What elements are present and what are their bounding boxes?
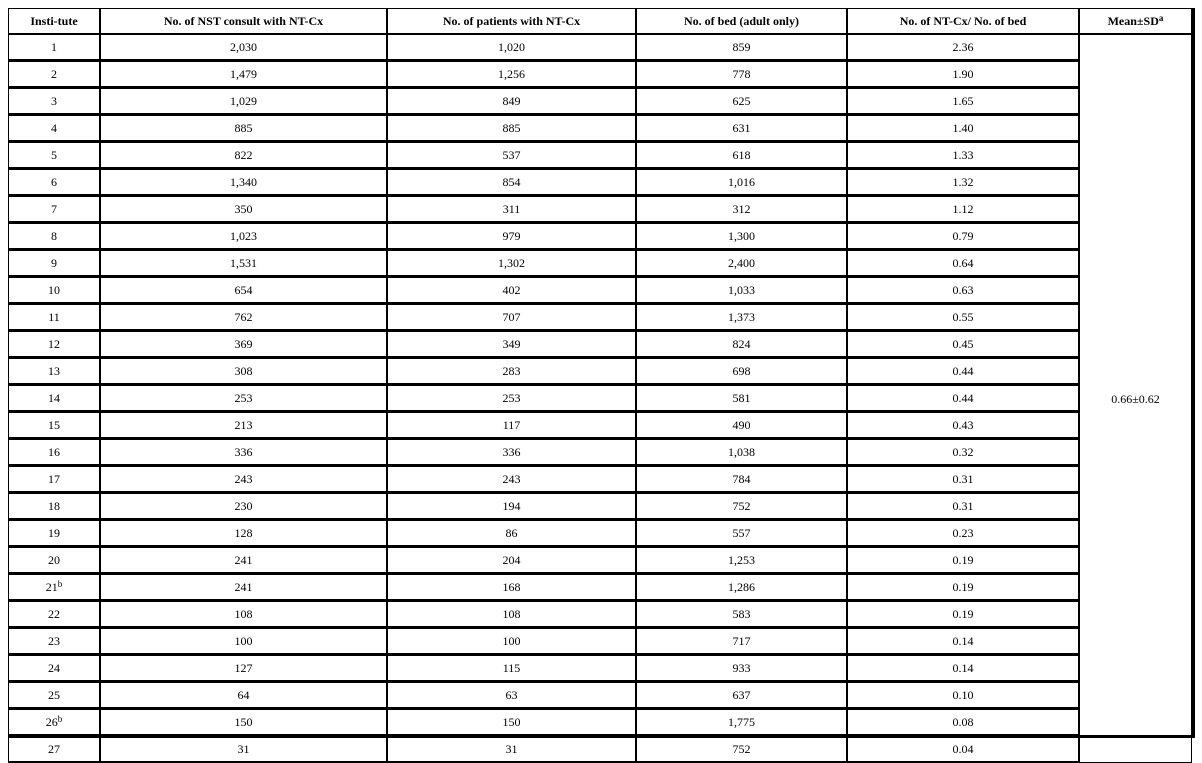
cell-mean-sd: 0.66±0.62	[1079, 34, 1192, 763]
institute-number: 1	[51, 40, 57, 54]
cell-beds: 557	[636, 520, 847, 547]
cell-institute	[8, 466, 100, 493]
table-row	[8, 223, 1192, 250]
cell-patients: 31	[387, 736, 636, 763]
table-row	[8, 736, 1192, 763]
institute-number: 21	[45, 580, 58, 594]
cell-nst-consult: 308	[100, 358, 387, 385]
institute-number: 25	[48, 688, 60, 702]
cell-patients: 86	[387, 520, 636, 547]
cell-beds: 625	[636, 88, 847, 115]
table-row	[8, 196, 1192, 223]
cell-ratio: 1.33	[847, 142, 1079, 169]
cell-beds: 583	[636, 601, 847, 628]
cell-ratio: 1.32	[847, 169, 1079, 196]
institute-number: 8	[51, 229, 57, 243]
cell-patients: 1,256	[387, 61, 636, 88]
institute-number: 22	[48, 607, 60, 621]
header-mean-sd-label: Mean±SD	[1107, 14, 1159, 28]
institute-number: 9	[51, 256, 57, 270]
table-row	[8, 169, 1192, 196]
cell-ratio: 2.36	[847, 34, 1079, 61]
header-mean-sd-footnote: a	[1158, 13, 1164, 23]
cell-patients: 537	[387, 142, 636, 169]
institute-number: 23	[48, 634, 60, 648]
cell-beds: 631	[636, 115, 847, 142]
header-mean-sd	[1079, 8, 1192, 34]
table-body	[8, 34, 1192, 763]
institute-number: 16	[48, 445, 60, 459]
table-row	[8, 304, 1192, 331]
cell-beds: 490	[636, 412, 847, 439]
cell-ratio: 0.43	[847, 412, 1079, 439]
institute-number: 17	[48, 472, 60, 486]
cell-beds: 933	[636, 655, 847, 682]
cell-institute	[8, 601, 100, 628]
cell-ratio: 0.04	[847, 736, 1079, 763]
cell-patients: 336	[387, 439, 636, 466]
cell-ratio: 1.90	[847, 61, 1079, 88]
cell-nst-consult: 762	[100, 304, 387, 331]
table-row	[8, 547, 1192, 574]
cell-beds: 1,033	[636, 277, 847, 304]
cell-institute	[8, 493, 100, 520]
cell-patients: 117	[387, 412, 636, 439]
cell-patients: 854	[387, 169, 636, 196]
cell-patients: 115	[387, 655, 636, 682]
cell-patients: 204	[387, 547, 636, 574]
institute-number: 6	[51, 175, 57, 189]
cell-ratio: 0.31	[847, 493, 1079, 520]
cell-nst-consult: 885	[100, 115, 387, 142]
cell-institute	[8, 34, 100, 61]
cell-nst-consult: 150	[100, 709, 387, 736]
cell-beds: 618	[636, 142, 847, 169]
cell-institute	[8, 61, 100, 88]
table-row	[8, 574, 1192, 601]
cell-institute	[8, 574, 100, 601]
cell-patients: 243	[387, 466, 636, 493]
cell-nst-consult: 2,030	[100, 34, 387, 61]
cell-institute	[8, 331, 100, 358]
cell-ratio: 0.19	[847, 547, 1079, 574]
cell-nst-consult: 1,531	[100, 250, 387, 277]
table-row	[8, 601, 1192, 628]
cell-institute	[8, 385, 100, 412]
table-row	[8, 628, 1192, 655]
cell-ratio: 0.63	[847, 277, 1079, 304]
cell-patients: 283	[387, 358, 636, 385]
cell-patients: 849	[387, 88, 636, 115]
institute-number: 20	[48, 553, 60, 567]
cell-beds: 2,400	[636, 250, 847, 277]
cell-beds: 1,038	[636, 439, 847, 466]
institute-number: 14	[48, 391, 60, 405]
table-row	[8, 277, 1192, 304]
cell-beds: 859	[636, 34, 847, 61]
table-frame	[8, 8, 1195, 756]
cell-patients: 349	[387, 331, 636, 358]
cell-institute	[8, 304, 100, 331]
table-row	[8, 331, 1192, 358]
cell-patients: 168	[387, 574, 636, 601]
cell-nst-consult: 100	[100, 628, 387, 655]
table-row	[8, 493, 1192, 520]
cell-nst-consult: 241	[100, 547, 387, 574]
table-row	[8, 34, 1192, 61]
cell-beds: 581	[636, 385, 847, 412]
cell-nst-consult: 213	[100, 412, 387, 439]
cell-nst-consult: 253	[100, 385, 387, 412]
cell-institute	[8, 223, 100, 250]
cell-ratio: 1.40	[847, 115, 1079, 142]
table-row	[8, 520, 1192, 547]
cell-nst-consult: 1,029	[100, 88, 387, 115]
cell-institute	[8, 655, 100, 682]
nt-cx-table	[8, 8, 1192, 763]
cell-patients: 1,020	[387, 34, 636, 61]
cell-ratio: 0.44	[847, 385, 1079, 412]
table-row	[8, 709, 1192, 736]
cell-patients: 707	[387, 304, 636, 331]
cell-institute	[8, 439, 100, 466]
header-nst-consult: No. of NST consult with NT-Cx	[100, 8, 387, 34]
header-ratio: No. of NT-Cx/ No. of bed	[847, 8, 1079, 34]
cell-nst-consult: 31	[100, 736, 387, 763]
cell-institute	[8, 115, 100, 142]
table-row	[8, 250, 1192, 277]
cell-nst-consult: 654	[100, 277, 387, 304]
cell-nst-consult: 230	[100, 493, 387, 520]
institute-number: 10	[48, 283, 60, 297]
cell-beds: 1,373	[636, 304, 847, 331]
cell-nst-consult: 64	[100, 682, 387, 709]
cell-ratio: 0.19	[847, 601, 1079, 628]
table-row	[8, 142, 1192, 169]
cell-ratio: 0.44	[847, 358, 1079, 385]
table-row	[8, 655, 1192, 682]
cell-ratio: 0.55	[847, 304, 1079, 331]
table-row	[8, 358, 1192, 385]
cell-ratio: 0.23	[847, 520, 1079, 547]
cell-institute	[8, 277, 100, 304]
cell-beds: 752	[636, 493, 847, 520]
cell-ratio: 0.14	[847, 628, 1079, 655]
cell-ratio: 0.19	[847, 574, 1079, 601]
table-row	[8, 412, 1192, 439]
cell-institute	[8, 196, 100, 223]
institute-number: 5	[51, 148, 57, 162]
cell-nst-consult: 241	[100, 574, 387, 601]
cell-beds: 824	[636, 331, 847, 358]
cell-nst-consult: 1,023	[100, 223, 387, 250]
cell-ratio: 0.64	[847, 250, 1079, 277]
cell-patients: 979	[387, 223, 636, 250]
cell-beds: 698	[636, 358, 847, 385]
cell-nst-consult: 128	[100, 520, 387, 547]
cell-patients: 1,302	[387, 250, 636, 277]
institute-number: 19	[48, 526, 60, 540]
cell-nst-consult: 1,479	[100, 61, 387, 88]
institute-number: 11	[48, 310, 60, 324]
cell-institute	[8, 682, 100, 709]
table-row	[8, 61, 1192, 88]
table-row	[8, 88, 1192, 115]
cell-beds: 778	[636, 61, 847, 88]
institute-number: 2	[51, 67, 57, 81]
cell-ratio: 0.14	[847, 655, 1079, 682]
cell-institute	[8, 736, 100, 763]
cell-ratio: 0.32	[847, 439, 1079, 466]
cell-patients: 253	[387, 385, 636, 412]
institute-number: 13	[48, 364, 60, 378]
cell-nst-consult: 350	[100, 196, 387, 223]
institute-number: 7	[51, 202, 57, 216]
cell-institute	[8, 88, 100, 115]
cell-patients: 150	[387, 709, 636, 736]
table-row	[8, 682, 1192, 709]
cell-nst-consult: 243	[100, 466, 387, 493]
cell-ratio: 0.31	[847, 466, 1079, 493]
cell-patients: 885	[387, 115, 636, 142]
institute-number: 26	[45, 715, 58, 729]
cell-patients: 100	[387, 628, 636, 655]
cell-patients: 63	[387, 682, 636, 709]
table-row	[8, 439, 1192, 466]
cell-institute	[8, 412, 100, 439]
cell-institute	[8, 547, 100, 574]
cell-patients: 311	[387, 196, 636, 223]
header-beds: No. of bed (adult only)	[636, 8, 847, 34]
cell-ratio: 0.79	[847, 223, 1079, 250]
cell-beds: 1,286	[636, 574, 847, 601]
cell-beds: 752	[636, 736, 847, 763]
cell-institute	[8, 250, 100, 277]
cell-beds: 637	[636, 682, 847, 709]
cell-patients: 108	[387, 601, 636, 628]
institute-number: 27	[48, 742, 60, 756]
header-patients: No. of patients with NT-Cx	[387, 8, 636, 34]
cell-patients: 402	[387, 277, 636, 304]
cell-institute	[8, 142, 100, 169]
cell-institute	[8, 520, 100, 547]
institute-number: 15	[48, 418, 60, 432]
cell-nst-consult: 822	[100, 142, 387, 169]
institute-number: 24	[48, 661, 60, 675]
cell-beds: 784	[636, 466, 847, 493]
cell-nst-consult: 127	[100, 655, 387, 682]
table-row	[8, 385, 1192, 412]
cell-institute	[8, 628, 100, 655]
cell-ratio: 0.45	[847, 331, 1079, 358]
cell-ratio: 1.12	[847, 196, 1079, 223]
cell-beds: 1,253	[636, 547, 847, 574]
institute-number: 12	[48, 337, 60, 351]
institute-footnote: b	[57, 714, 63, 724]
cell-institute	[8, 358, 100, 385]
cell-ratio: 0.08	[847, 709, 1079, 736]
cell-ratio: 1.65	[847, 88, 1079, 115]
cell-beds: 1,300	[636, 223, 847, 250]
table-row	[8, 466, 1192, 493]
cell-nst-consult: 108	[100, 601, 387, 628]
header-institute: Insti-tute	[8, 8, 100, 34]
cell-beds: 312	[636, 196, 847, 223]
cell-beds: 1,016	[636, 169, 847, 196]
cell-beds: 717	[636, 628, 847, 655]
cell-nst-consult: 369	[100, 331, 387, 358]
cell-patients: 194	[387, 493, 636, 520]
institute-number: 4	[51, 121, 57, 135]
cell-beds: 1,775	[636, 709, 847, 736]
header-row	[8, 8, 1192, 34]
institute-number: 3	[51, 94, 57, 108]
cell-institute	[8, 709, 100, 736]
cell-institute	[8, 169, 100, 196]
cell-ratio: 0.10	[847, 682, 1079, 709]
institute-footnote: b	[57, 579, 63, 589]
table-row	[8, 115, 1192, 142]
institute-number: 18	[48, 499, 60, 513]
cell-nst-consult: 1,340	[100, 169, 387, 196]
cell-nst-consult: 336	[100, 439, 387, 466]
